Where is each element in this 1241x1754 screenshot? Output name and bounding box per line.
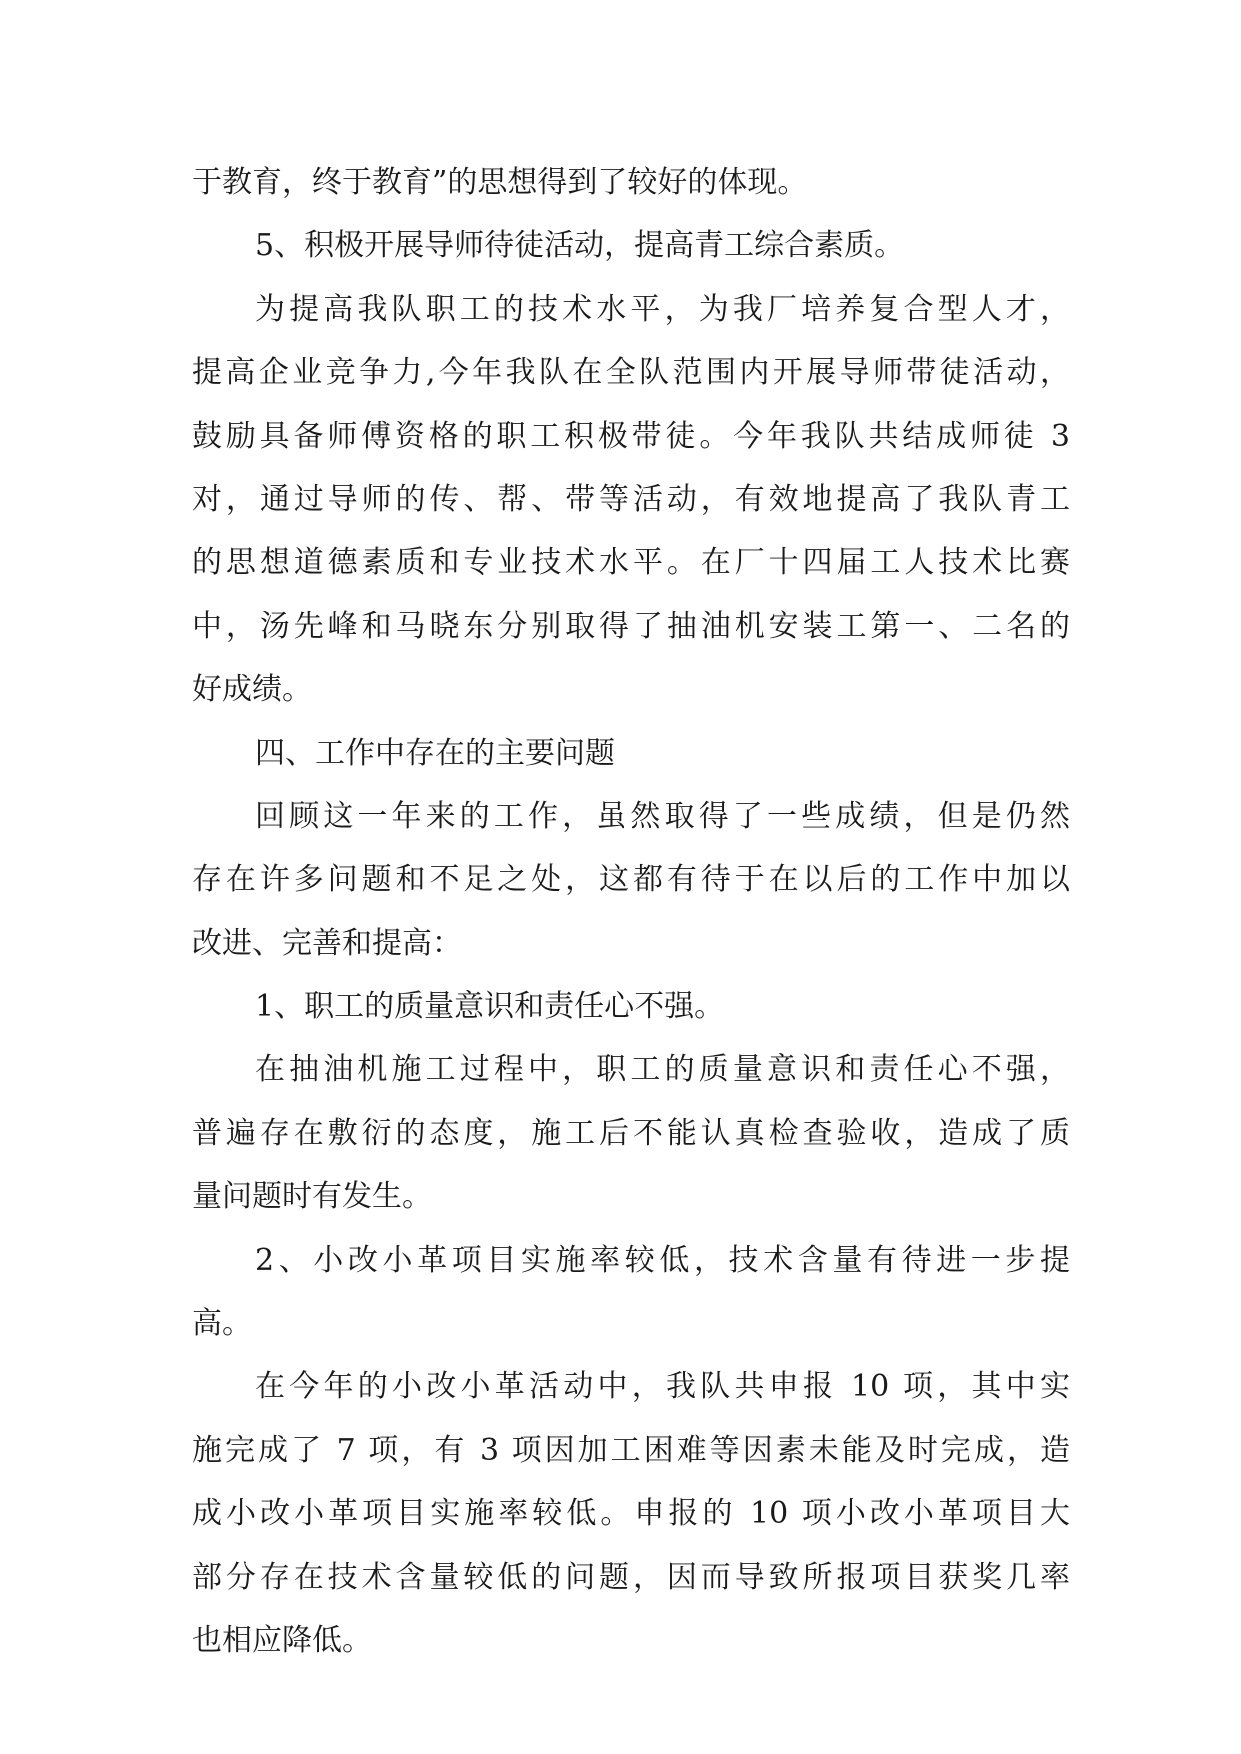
text-line: 施完成了 7 项，有 3 项因加工困难等因素未能及时完成，造: [192, 1432, 1070, 1468]
text-line: 中，汤先峰和马晓东分别取得了抽油机安装工第一、二名的: [192, 608, 1070, 644]
document-body: [192, 151, 1070, 1672]
text-line: 回顾这一年来的工作，虽然取得了一些成绩，但是仍然: [255, 798, 1070, 834]
text-line: 于教育，终于教育”的思想得到了较好的体现。: [192, 165, 808, 200]
text-line: 在抽油机施工过程中，职工的质量意识和责任心不强，: [255, 1052, 1070, 1088]
text-line: 提高企业竞争力,今年我队在全队范围内开展导师带徒活动，: [192, 355, 1070, 391]
text-line: 5、积极开展导师待徒活动，提高青工综合素质。: [255, 228, 905, 264]
text-line: 高。: [192, 1306, 252, 1342]
text-line: 2、小改小革项目实施率较低，技术含量有待进一步提: [255, 1242, 1070, 1278]
text-line: 也相应降低。: [192, 1622, 372, 1658]
text-line: 量问题时有发生。: [192, 1179, 432, 1215]
text-line: 存在许多问题和不足之处，这都有待于在以后的工作中加以: [192, 862, 1070, 898]
text-line: 改进、完善和提高：: [192, 925, 462, 961]
text-line: 对，通过导师的传、帮、带等活动，有效地提高了我队青工: [192, 481, 1070, 517]
text-line: 的思想道德素质和专业技术水平。在厂十四届工人技术比赛: [192, 545, 1070, 581]
text-line: 为提高我队职工的技术水平，为我厂培养复合型人才，: [255, 291, 1070, 327]
text-line: 鼓励具备师傅资格的职工积极带徒。今年我队共结成师徒 3: [192, 418, 1070, 454]
text-line: 1、职工的质量意识和责任心不强。: [255, 989, 725, 1025]
text-line: 成小改小革项目实施率较低。申报的 10 项小改小革项目大: [192, 1496, 1070, 1532]
text-line: 在今年的小改小革活动中，我队共申报 10 项，其中实: [255, 1369, 1070, 1405]
text-line: 好成绩。: [192, 672, 312, 708]
text-line: 四、工作中存在的主要问题: [255, 735, 615, 771]
text-line: 部分存在技术含量较低的问题，因而导致所报项目获奖几率: [192, 1559, 1070, 1595]
text-lines: [192, 151, 1070, 1672]
text-line: 普遍存在敷衍的态度，施工后不能认真检查验收，造成了质: [192, 1115, 1070, 1151]
